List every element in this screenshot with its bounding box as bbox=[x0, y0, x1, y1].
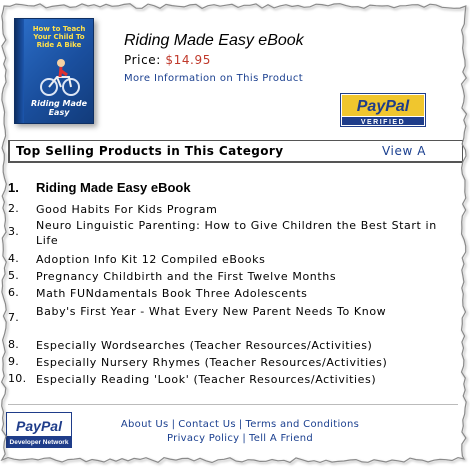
list-item[interactable] bbox=[8, 355, 458, 372]
list-item-number: 10. bbox=[8, 372, 27, 385]
footer-separator: | bbox=[242, 433, 247, 444]
footer-separator: | bbox=[238, 419, 243, 430]
price-value: $14.95 bbox=[165, 53, 211, 67]
list-item[interactable] bbox=[8, 180, 458, 202]
list-item-link[interactable]: Adoption Info Kit 12 Compiled eBooks bbox=[36, 253, 266, 266]
cover-subtitle: Riding Made Easy bbox=[30, 99, 88, 117]
list-item[interactable] bbox=[8, 218, 458, 252]
list-item-link[interactable]: Pregnancy Childbirth and the First Twelve Months bbox=[36, 270, 337, 283]
tell-a-friend-link[interactable]: Tell A Friend bbox=[249, 433, 313, 444]
list-item[interactable] bbox=[8, 252, 458, 269]
paypal-verified-badge[interactable] bbox=[340, 93, 426, 127]
footer-links bbox=[100, 418, 380, 446]
list-item-number: 1. bbox=[8, 180, 19, 195]
privacy-policy-link[interactable]: Privacy Policy bbox=[167, 433, 240, 444]
contact-us-link[interactable]: Contact Us bbox=[178, 419, 236, 430]
list-item-link[interactable]: Baby's First Year - What Every New Parent Needs To Know bbox=[36, 305, 387, 318]
list-item-link[interactable]: Especially Nursery Rhymes (Teacher Resources/Activities) bbox=[36, 356, 388, 369]
list-item-link[interactable]: Math FUNdamentals Book Three Adolescents bbox=[36, 287, 308, 300]
ebook-cover-image[interactable] bbox=[14, 18, 94, 124]
list-item-link[interactable]: Neuro Linguistic Parenting: How to Give Children the Best Start in Life bbox=[36, 219, 437, 247]
list-item[interactable] bbox=[8, 269, 458, 286]
list-item-link[interactable]: Riding Made Easy eBook bbox=[36, 180, 191, 195]
view-all-link[interactable]: View A bbox=[382, 144, 427, 158]
top-selling-header bbox=[8, 140, 463, 163]
list-item[interactable] bbox=[8, 286, 458, 304]
list-item-link[interactable]: Especially Reading 'Look' (Teacher Resources/Activities) bbox=[36, 373, 377, 386]
list-item-number: 9. bbox=[8, 355, 20, 368]
list-item[interactable] bbox=[8, 338, 458, 355]
list-item-number: 4. bbox=[8, 252, 20, 265]
list-item-link[interactable]: Good Habits For Kids Program bbox=[36, 203, 218, 216]
about-us-link[interactable]: About Us bbox=[120, 419, 169, 430]
list-item[interactable] bbox=[8, 372, 458, 389]
list-item-number: 6. bbox=[8, 286, 20, 299]
footer-divider bbox=[8, 404, 458, 405]
more-info-link[interactable]: More Information on This Product bbox=[124, 73, 304, 84]
paypal-verified-logo-text: PayPal bbox=[356, 98, 410, 115]
top-selling-list bbox=[8, 180, 458, 389]
terms-link[interactable]: Terms and Conditions bbox=[245, 419, 360, 430]
footer-row-2 bbox=[100, 432, 380, 446]
footer-row-1 bbox=[100, 418, 380, 432]
list-item[interactable] bbox=[8, 202, 458, 218]
list-item-number: 8. bbox=[8, 338, 20, 351]
child-on-bike-icon bbox=[39, 55, 81, 97]
cover-title: How to Teach Your Child To Ride A Bike bbox=[32, 25, 86, 49]
price-label: Price: bbox=[124, 53, 161, 67]
product-price bbox=[124, 53, 211, 67]
paypal-developer-network-logo[interactable] bbox=[6, 412, 72, 448]
list-item-link[interactable]: Especially Wordsearches (Teacher Resources/Activities) bbox=[36, 339, 373, 352]
paypal-verified-caption: VERIFIED bbox=[360, 119, 406, 126]
paypal-dev-logo-text: PayPal bbox=[16, 418, 62, 434]
list-item[interactable] bbox=[8, 304, 458, 338]
footer-separator: | bbox=[171, 419, 176, 430]
cover-spine bbox=[15, 19, 24, 123]
list-item-number: 5. bbox=[8, 269, 20, 282]
product-title: Riding Made Easy eBook bbox=[124, 32, 304, 49]
section-title: Top Selling Products in This Category bbox=[16, 144, 284, 158]
list-item-number: 2. bbox=[8, 202, 20, 215]
list-item-number: 7. bbox=[8, 311, 20, 324]
list-item-number: 3. bbox=[8, 225, 20, 238]
paypal-dev-caption: Developer Network bbox=[9, 439, 69, 446]
